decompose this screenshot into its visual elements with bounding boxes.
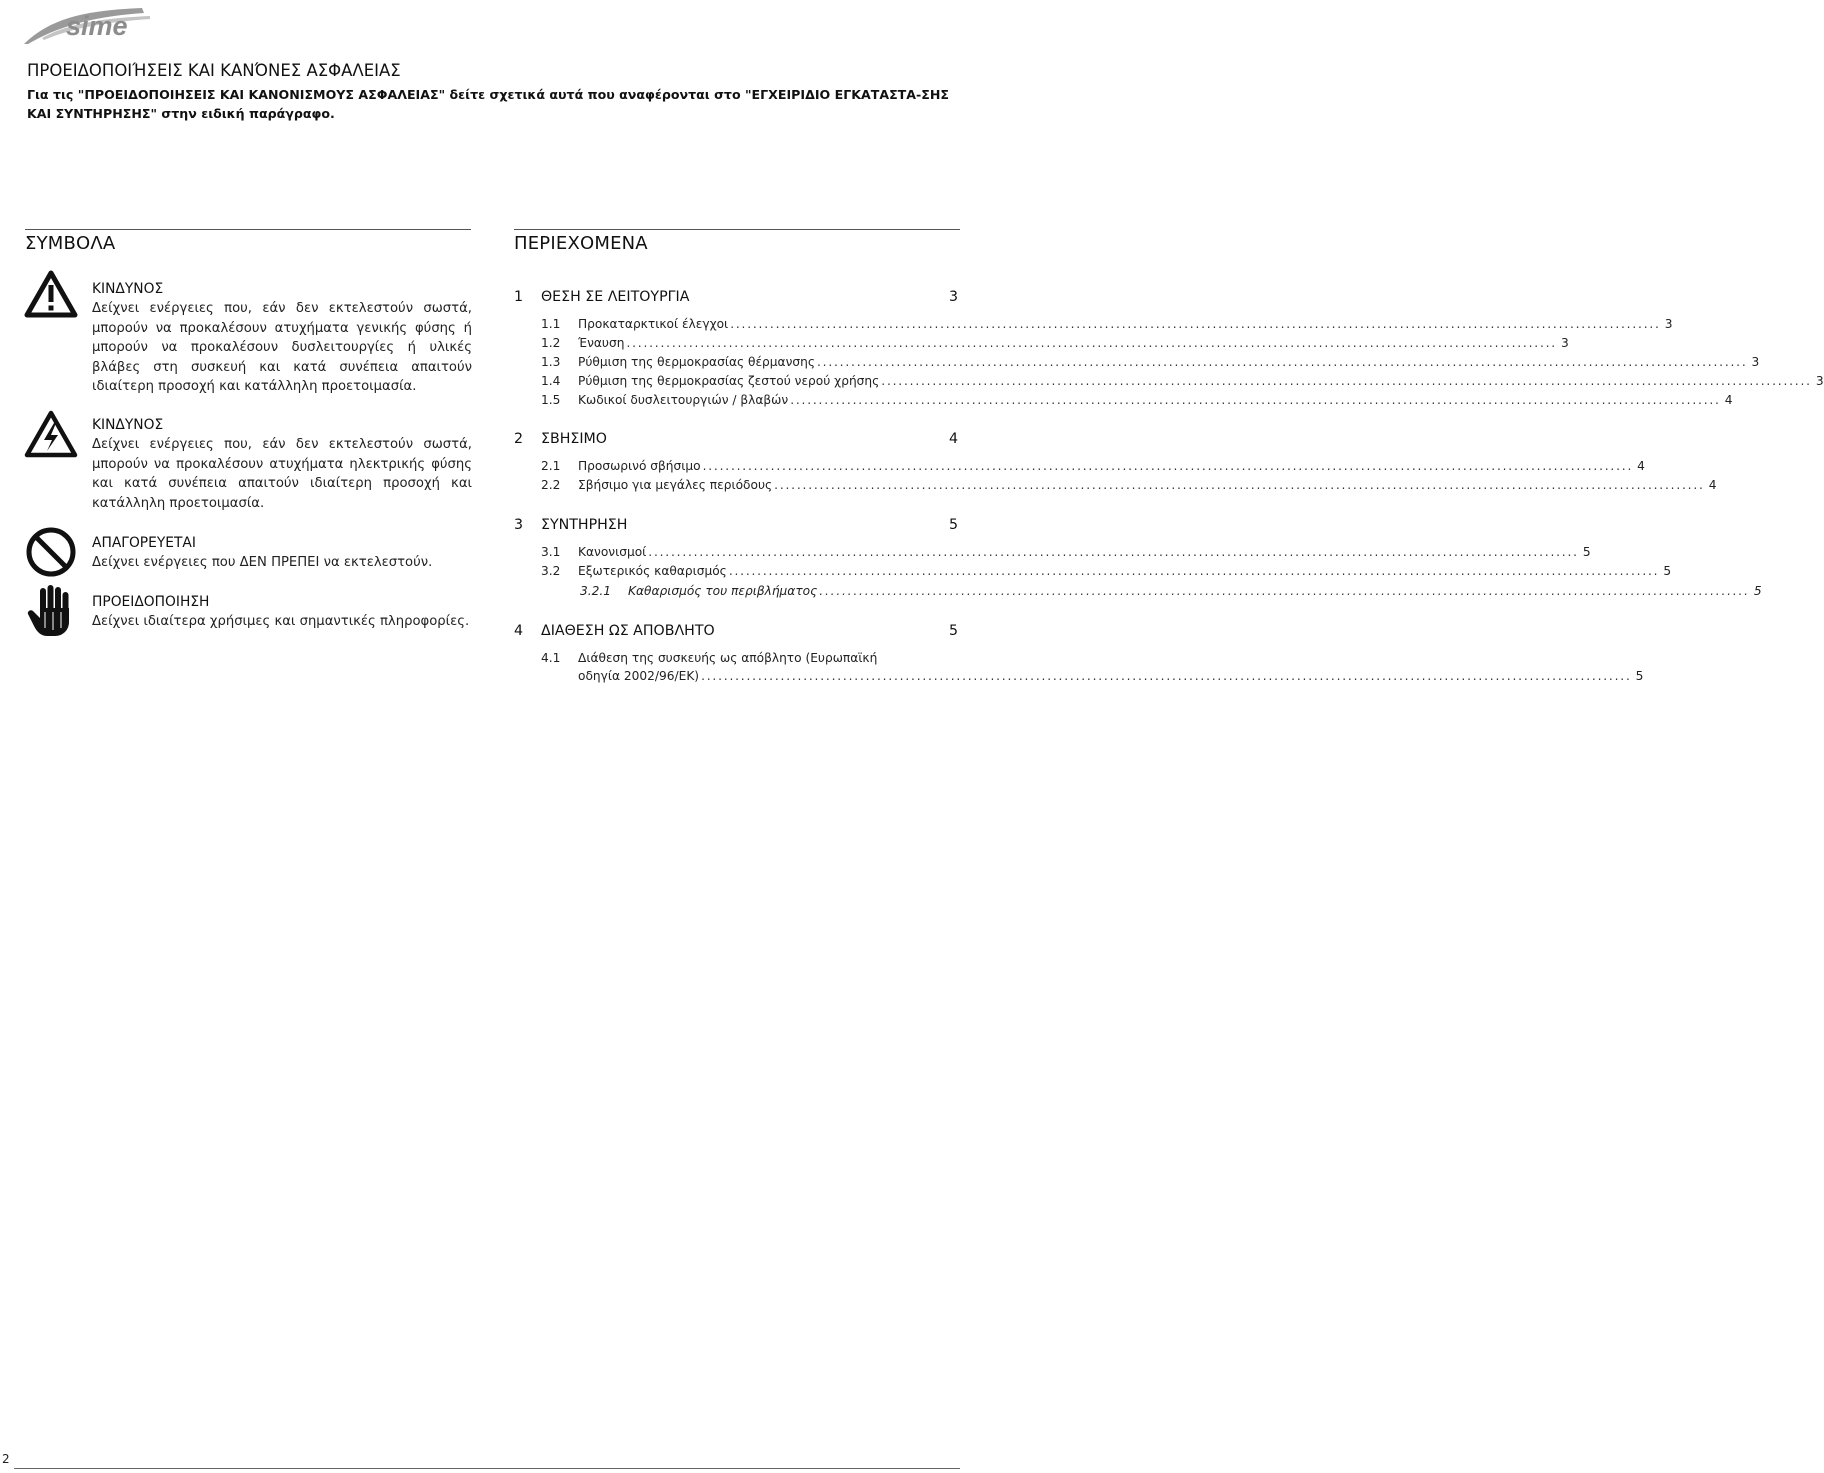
safety-warnings-text: Για τις "ΠΡΟΕΙΔΟΠΟΙΗΣΕΙΣ ΚΑΙ ΚΑΝΟΝΙΣΜΟΥΣ ΑΣΦΑΛΕΙΑΣ" δείτε σχετικά αυτά που αναφέρονται στο "ΕΓΧΕΙΡΙΔΙΟ ΕΓΚΑΤΑΣΤΑ-ΣΗΣ ΚΑΙ ΣΥΝΤΗΡΗΣΗΣ" στην ειδική παράγραφο. bbox=[27, 87, 949, 121]
toc-chapter-4[interactable]: 4 ΔΙΑΘΕΣΗ ΩΣ ΑΠΟΒΛΗΤΟ 5 bbox=[514, 623, 958, 639]
symbols-heading: ΣΥΜΒΟΛΑ bbox=[25, 233, 116, 254]
symbols-divider bbox=[25, 229, 471, 230]
toc-chapter-1[interactable]: 1 ΘΕΣΗ ΣΕ ΛΕΙΤΟΥΡΓΙΑ 3 bbox=[514, 289, 958, 305]
prohibited-icon bbox=[25, 526, 77, 582]
symbol-prohibited bbox=[92, 534, 472, 573]
toc-entry-3-2-1[interactable]: 3.2.1 Καθαρισμός του περιβλήματος .................................................................................................................................................................... 5 bbox=[580, 584, 1762, 598]
toc-entry-1-1[interactable]: 1.1 Προκαταρκτικοί έλεγχοι .................................................................................................................................................................... 3 bbox=[541, 317, 1673, 331]
symbol-description: Δείχνει ιδιαίτερα χρήσιμες και σημαντικές πληροφορίες. bbox=[92, 614, 470, 629]
hand-stop-icon bbox=[25, 582, 77, 642]
electrical-hazard-icon bbox=[25, 410, 77, 462]
page-number: 2 bbox=[2, 1452, 10, 1466]
toc-chapter-2[interactable]: 2 ΣΒΗΣΙΜΟ 4 bbox=[514, 431, 958, 447]
sime-logo bbox=[22, 4, 162, 46]
danger-triangle-icon bbox=[25, 270, 77, 322]
symbol-warning bbox=[92, 593, 472, 632]
contents-divider bbox=[514, 229, 960, 230]
toc-entry-3-1[interactable]: 3.1 Κανονισμοί .................................................................................................................................................................... 5 bbox=[541, 545, 1591, 559]
symbol-description: Δείχνει ενέργειες που ΔΕΝ ΠΡΕΠΕΙ να εκτελεστούν. bbox=[92, 555, 433, 570]
symbol-danger-general bbox=[92, 280, 472, 397]
toc-entry-2-2[interactable]: 2.2 Σβήσιμο για μεγάλες περιόδους .................................................................................................................................................................... 4 bbox=[541, 478, 1717, 492]
toc-entry-1-5[interactable]: 1.5 Κωδικοί δυσλειτουργιών / βλαβών .................................................................................................................................................................... 4 bbox=[541, 393, 1733, 407]
symbol-title: ΚΙΝΔΥΝΟΣ bbox=[92, 417, 164, 433]
symbol-danger-electrical bbox=[92, 416, 472, 513]
toc-chapter-3[interactable]: 3 ΣΥΝΤΗΡΗΣΗ 5 bbox=[514, 517, 958, 533]
logo-wordmark: sime bbox=[66, 11, 128, 41]
toc-entry-1-3[interactable]: 1.3 Ρύθμιση της θερμοκρασίας θέρμανσης .................................................................................................................................................................... 3 bbox=[541, 355, 1760, 369]
toc-entry-2-1[interactable]: 2.1 Προσωρινό σβήσιμο .................................................................................................................................................................... 4 bbox=[541, 459, 1645, 473]
toc-entry-3-2[interactable]: 3.2 Εξωτερικός καθαρισμός .................................................................................................................................................................... 5 bbox=[541, 564, 1672, 578]
symbol-description: Δείχνει ενέργειες που, εάν δεν εκτελεστούν σωστά, μπορούν να προκαλέσουν ατυχήματα ηλεκτρικής φύσης και κατά συνέπεια απαιτούν ιδιαίτερη προσοχή και κατάλληλη προετοιμασία. bbox=[92, 437, 472, 511]
toc-entry-4-1[interactable]: 4.1 Διάθεση της συσκευής ως απόβλητο (Ευρωπαϊκή οδηγία 2002/96/ΕΚ) .................................................................................................................................................................... 5 bbox=[541, 651, 1644, 683]
toc-entry-1-2[interactable]: 1.2 Έναυση .................................................................................................................................................................... 3 bbox=[541, 336, 1569, 350]
symbol-title: ΑΠΑΓΟΡΕΥΕΤΑΙ bbox=[92, 535, 196, 551]
sime-logo-mark bbox=[22, 4, 162, 46]
symbol-title: ΠΡΟΕΙΔΟΠΟΙΗΣΗ bbox=[92, 594, 210, 610]
toc-entry-1-4[interactable]: 1.4 Ρύθμιση της θερμοκρασίας ζεστού νερού χρήσης .................................................................................................................................................................... 3 bbox=[541, 374, 1824, 388]
symbol-title: ΚΙΝΔΥΝΟΣ bbox=[92, 281, 164, 297]
contents-heading: ΠΕΡΙΕΧΟΜΕΝΑ bbox=[514, 233, 648, 254]
safety-warnings-title: ΠΡΟΕΙΔΟΠΟΙΉΣΕΙΣ ΚΑΙ ΚΑΝΌΝΕΣ ΑΣΦΑΛΕΙΑΣ bbox=[27, 61, 401, 80]
symbol-description: Δείχνει ενέργειες που, εάν δεν εκτελεστούν σωστά, μπορούν να προκαλέσουν ατυχήματα γενικής φύσης ή μπορούν να προκαλέσουν δυσλειτουργίες ή υλικές βλάβες στη συσκευή και κατά συνέπεια απαιτούν ιδιαίτερη προσοχή και κατάλληλη προετοιμασία. bbox=[92, 301, 472, 394]
footer-rule bbox=[14, 1468, 960, 1469]
